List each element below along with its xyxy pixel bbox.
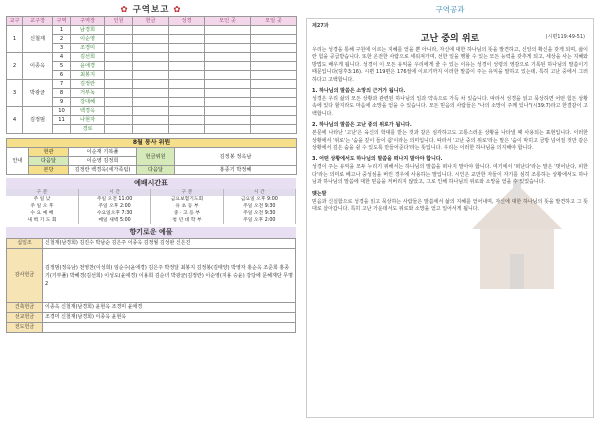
district-number: 1 — [53, 26, 71, 35]
district-number — [53, 125, 71, 134]
committee-cell: 김정봉 정옥남 — [175, 148, 297, 166]
parish-leader: 이종옥 — [23, 53, 53, 80]
district-leader: 조경미 — [71, 44, 105, 53]
empty-cell — [105, 44, 133, 53]
offering-table — [6, 238, 296, 333]
empty-cell — [169, 53, 205, 62]
table-row — [6, 196, 296, 203]
district-number: 11 — [53, 116, 71, 125]
empty-cell — [205, 107, 251, 116]
worship-cell: 매일 새벽 5:00 — [78, 217, 150, 224]
district-header: 성경 — [169, 17, 205, 26]
lesson-intro: 우리는 성경을 통해 구원에 이르는 지혜를 얻을 뿐 아니라, 자신에 대한 하나님의 뜻을 발견하고, 신앙의 확신을 갖게 되며, 삶이란 힘을 공급받습니다. 또한 온전한 사람으로 세워져가며, 선한 일을 행할 수 있는 모든 능력을 갖추게 되고, 세상을 사는 지혜와 방법도 배우게 됩니다. 성경이 이 모든 유익을 우리에게 줄 수 있는 이유는 성경이 성령의 영감으로 기록된 하나님의 말씀이기 때문입니다(딤후3:16). 시편 119편은 176절에 이르기까지 이러한 말씀이 주는 유익을 말하고 있는데, 특히 고난 중에서 그러하다고 고백합니다. — [312, 47, 588, 83]
offering-names: 이종옥 신철재(남경희) 윤현옥 조경미 윤애경 — [43, 303, 296, 313]
district-leader: 최봉지 — [71, 71, 105, 80]
empty-cell — [133, 107, 169, 116]
empty-cell — [169, 98, 205, 107]
district-number: 8 — [53, 89, 71, 98]
empty-cell — [251, 80, 297, 89]
offering-names: 신철재(남경희) 김진수 박남순 김은주 이종옥 김정월 김성완 신은진 — [43, 239, 296, 249]
worship-cell: 주일 오전 11:00 — [78, 196, 150, 203]
district-number: 9 — [53, 98, 71, 107]
district-number: 4 — [53, 53, 71, 62]
empty-cell — [205, 80, 251, 89]
empty-cell — [169, 107, 205, 116]
empty-cell — [251, 26, 297, 35]
offering-names: 김정범(정옥남) 천영찬(이성희) 임순수(윤애경) 김은주 박정달 최봉지 김정봉(김태양) 박영자 홍순옥 조준희 홍종기(기부풀) 박혜경(김선희) 이성도(윤애경) 이용희 김순녀 박광균(김정란) 이순영(지용 승윤) 강당에 문혜재단 무명2 — [43, 249, 296, 303]
worship-cell: 금요일 오후 9:00 — [223, 196, 295, 203]
committee-cell: 다음달 — [137, 166, 175, 175]
lesson-title: 고난 중의 위로 — [420, 34, 480, 44]
district-leader: 나현자 — [71, 116, 105, 125]
table-row — [6, 217, 296, 224]
district-header: 헌금 — [133, 17, 169, 26]
worship-cell: 중 · 고 등 부 — [151, 210, 223, 217]
empty-cell — [133, 89, 169, 98]
district-leader: 김정란 — [71, 80, 105, 89]
district-header: 인원 — [105, 17, 133, 26]
worship-cell: 금요보혈기도회 — [151, 196, 223, 203]
empty-cell — [105, 53, 133, 62]
worship-header: 구 분 — [6, 189, 78, 196]
worship-cell: 청 년 대 학 부 — [151, 217, 223, 224]
parish-leader: 박광균 — [23, 80, 53, 107]
worship-cell: 주일 오후 2:00 — [78, 203, 150, 210]
committee-cell: 다음달 — [29, 157, 69, 166]
worship-cell: 주 일 오 후 — [6, 203, 78, 210]
empty-cell — [205, 89, 251, 98]
district-number: 3 — [53, 44, 71, 53]
offering-names — [43, 323, 296, 333]
empty-cell — [251, 62, 297, 71]
district-leader: 남경희 — [71, 26, 105, 35]
empty-cell — [205, 26, 251, 35]
right-column — [306, 4, 594, 422]
worship-header: 시 간 — [78, 189, 150, 196]
parish-leader: 신철재 — [23, 26, 53, 53]
empty-cell — [169, 71, 205, 80]
empty-cell — [133, 71, 169, 80]
empty-cell — [169, 116, 205, 125]
point-heading: 3. 어떤 상황에서도 하나님의 말씀을 떠나지 말아야 합니다. — [312, 156, 443, 163]
worship-table — [6, 189, 296, 224]
lesson-points — [312, 88, 588, 187]
district-number: 5 — [53, 62, 71, 71]
closing-heading: 맺는말 — [312, 190, 327, 197]
empty-cell — [133, 98, 169, 107]
table-row — [7, 26, 297, 35]
district-header: 교구장 — [23, 17, 53, 26]
district-number: 2 — [53, 35, 71, 44]
district-header: 구역장 — [71, 17, 105, 26]
committee-cell: 이순재 기복풀 — [69, 148, 137, 157]
committee-cell: 홍종기 박정혜 — [175, 166, 297, 175]
empty-cell — [205, 125, 251, 134]
empty-cell — [205, 35, 251, 44]
empty-cell — [105, 125, 133, 134]
parish-number: 3 — [7, 80, 23, 107]
worship-cell: 주 일 낮 — [6, 196, 78, 203]
empty-cell — [205, 98, 251, 107]
worship-header: 시 간 — [223, 189, 295, 196]
worship-header: 구 분 — [151, 189, 223, 196]
offering-category: 감사헌금 — [7, 249, 43, 303]
lesson-header: 구역공과 — [435, 5, 465, 14]
point-heading: 1. 하나님의 말씀은 소망의 근거가 됩니다. — [312, 88, 406, 95]
empty-cell — [251, 98, 297, 107]
committee-cell: 현관 — [29, 148, 69, 157]
table-row — [7, 249, 296, 303]
district-number: 6 — [53, 71, 71, 80]
table-row — [7, 303, 296, 313]
offering-title: 향기로운 예물 — [6, 227, 296, 238]
district-leader: 윤애경 — [71, 62, 105, 71]
committee-table — [6, 138, 297, 175]
empty-cell — [251, 107, 297, 116]
district-leader: 경로 — [71, 125, 105, 134]
table-row — [7, 80, 297, 89]
empty-cell — [133, 53, 169, 62]
offering-names: 조경미 신철재(남경희) 이종옥 윤현옥 — [43, 313, 296, 323]
parish-number: 4 — [7, 107, 23, 134]
empty-cell — [205, 62, 251, 71]
empty-cell — [105, 35, 133, 44]
empty-cell — [169, 44, 205, 53]
closing-text: 믿음과 신실함으로 성경을 읽고 묵상하는 사람들은 말씀에서 삶의 지혜를 얻어내며, 자신에 대한 하나님의 뜻을 발견하고 그 뜻대로 살아갑니다. 특히 고난 가운데서도 위로와 소망을 얻고 일어서게 됩니다. — [312, 198, 588, 213]
district-header: 구역 — [53, 17, 71, 26]
empty-cell — [251, 35, 297, 44]
empty-cell — [251, 89, 297, 98]
parish-leader: 김정범 — [23, 107, 53, 134]
worship-cell: 유 초 등 부 — [151, 203, 223, 210]
committee-cell: 헌금위원 — [137, 148, 175, 166]
parish-number: 1 — [7, 26, 23, 53]
empty-cell — [133, 62, 169, 71]
district-leader: 백경옥 — [71, 107, 105, 116]
district-header: 모인 곳 — [205, 17, 251, 26]
district-leader: 강대혜 — [71, 98, 105, 107]
district-report-title-text: 구역보고 — [132, 5, 170, 15]
worship-cell: 새 벽 기 도 회 — [6, 217, 78, 224]
table-row — [7, 53, 297, 62]
empty-cell — [105, 89, 133, 98]
worship-cell: 수 요 예 배 — [6, 210, 78, 217]
empty-cell — [169, 125, 205, 134]
empty-cell — [169, 26, 205, 35]
worship-cell: 주일 오전 9:30 — [223, 210, 295, 217]
empty-cell — [169, 35, 205, 44]
empty-cell — [205, 44, 251, 53]
district-report-title: ✿ 구역보고 ✿ — [120, 5, 182, 15]
parish-number: 2 — [7, 53, 23, 80]
committee-cell: 김정란 백경옥(세가족팀) — [69, 166, 137, 175]
table-row — [7, 313, 296, 323]
worship-title: 예배시간표 — [6, 178, 296, 189]
empty-cell — [133, 80, 169, 89]
district-number: 10 — [53, 107, 71, 116]
empty-cell — [251, 53, 297, 62]
committee-cell: 본당 — [29, 166, 69, 175]
left-column — [6, 4, 296, 422]
offering-category: 십일조 — [7, 239, 43, 249]
empty-cell — [133, 26, 169, 35]
table-row — [7, 107, 297, 116]
offering-category: 전도헌금 — [7, 323, 43, 333]
empty-cell — [105, 26, 133, 35]
empty-cell — [169, 89, 205, 98]
empty-cell — [105, 98, 133, 107]
scripture-reference: (시편119:49-51) — [545, 34, 585, 40]
committee-title: 8월 봉사 위원 — [7, 139, 297, 148]
table-row — [6, 203, 296, 210]
empty-cell — [205, 53, 251, 62]
empty-cell — [133, 44, 169, 53]
offering-category: 선교헌금 — [7, 313, 43, 323]
lesson-page — [306, 18, 594, 418]
church-illustration-icon — [452, 179, 582, 299]
empty-cell — [105, 62, 133, 71]
district-table — [6, 16, 297, 134]
district-leader: 이순영 — [71, 35, 105, 44]
district-leader: 김선희 — [71, 53, 105, 62]
empty-cell — [105, 116, 133, 125]
district-header: 모일 곳 — [251, 17, 297, 26]
worship-cell: 수요일오후 7:30 — [78, 210, 150, 217]
district-number: 7 — [53, 80, 71, 89]
empty-cell — [133, 35, 169, 44]
lesson-number: 제27과 — [312, 23, 329, 29]
committee-cell: 이순영 김정희 — [69, 157, 137, 166]
empty-cell — [133, 125, 169, 134]
point-body: 본문에 나타난 '고난'은 육신의 학대를 받는 것과 같은 심각하고도 고통스러운 상황을 나타낼 때 사용되는 표현입니다. 이러한 상황에서 '위로'는 '숨을 깊이 들이 쉼'이라는 의미입니다. 따라서 '고난 중의 위로'라는 말은 '숨이 막히고 금방 넘어질 것만 같은 상황에서 깊은 숨을 쉴 수 있도록 만들어준다'라는 뜻입니다. 우리는 이러한 하나님을 의지해야 합니다. — [312, 130, 588, 152]
offering-category: 건축헌금 — [7, 303, 43, 313]
table-row — [7, 239, 296, 249]
empty-cell — [169, 62, 205, 71]
table-row — [7, 323, 296, 333]
district-leader: 거부녹 — [71, 89, 105, 98]
empty-cell — [205, 71, 251, 80]
empty-cell — [251, 116, 297, 125]
empty-cell — [105, 71, 133, 80]
empty-cell — [251, 71, 297, 80]
worship-cell: 주일 오후 2:00 — [223, 217, 295, 224]
point-body: 성경이 주는 유익을 모두 누리기 위해서는 하나님의 말씀을 떠나지 말아야 합니다. 여기에서 '떠난다'라는 말은 '벗어난다, 피한다'라는 의미로 베고나 중성심을 버린 경우에 사용하는 말입니다. 시인은 교만한 자들이 자기를 심히 조롱하는 상황에서도 하나님과 하나님의 말씀에 대한 믿음을 저버리지 않았고, 그로 인해 하나님의 위로와 소망을 얻을 수 있었습니다. — [312, 164, 588, 186]
district-header: 교구 — [7, 17, 23, 26]
empty-cell — [251, 44, 297, 53]
empty-cell — [205, 116, 251, 125]
committee-label: 안내 — [7, 148, 29, 175]
empty-cell — [105, 80, 133, 89]
table-row — [6, 210, 296, 217]
worship-cell: 주일 오전 9:30 — [223, 203, 295, 210]
empty-cell — [133, 116, 169, 125]
empty-cell — [251, 125, 297, 134]
empty-cell — [169, 80, 205, 89]
empty-cell — [105, 107, 133, 116]
point-heading: 2. 하나님의 말씀은 고난 중의 위로가 됩니다. — [312, 122, 412, 129]
point-body: 성경은 우리 삶의 모든 상황과 관련된 하나님의 일과 약속으로 가득 차 있습니다. 따라서 성경을 읽고 묵상하면 어떤 힘든 상황 속에 있다 할지라도 마음에 소망을 얻을 수 있습니다. 모든 믿음의 사람들은 "나의 소망이 주께 있나"(시39:7)라고 한결같이 고백합니다. — [312, 96, 588, 117]
